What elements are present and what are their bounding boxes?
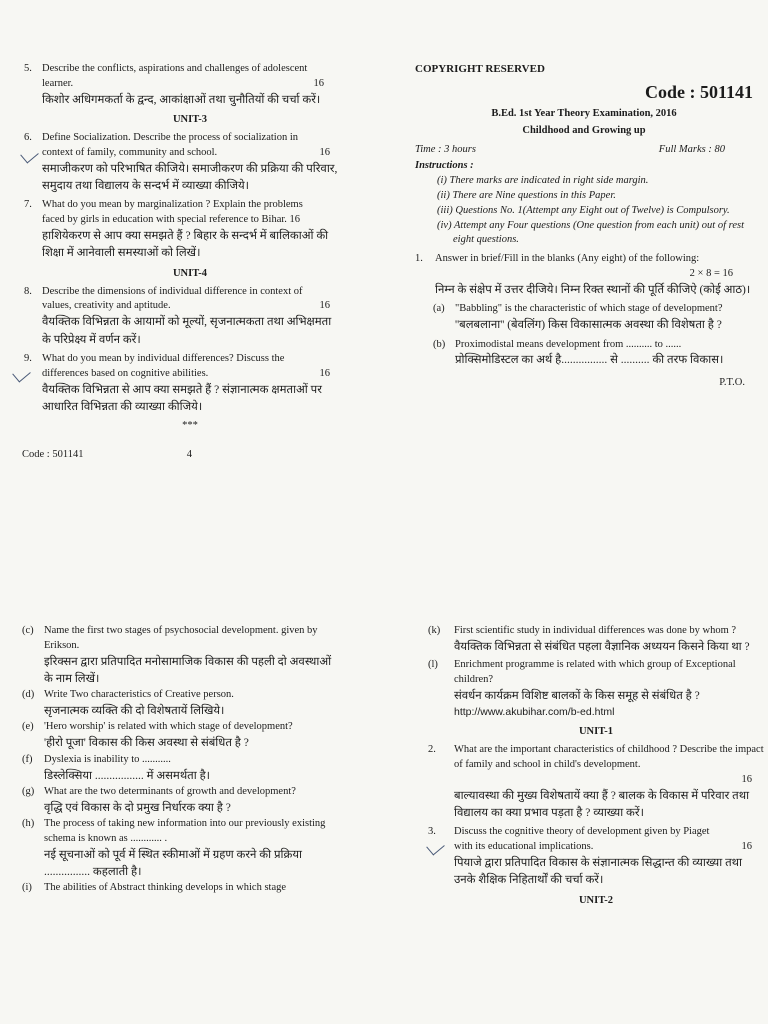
instructions-heading: Instructions : [415, 159, 474, 171]
page-top-left [22, 62, 338, 463]
full-marks: Full Marks : 80 [658, 143, 725, 155]
tick-mark-icon [12, 364, 31, 382]
paper-code: Code : 501141 [645, 81, 753, 102]
question-text-hi: बाल्यावस्था की मुख्य विशेषतायें क्या हैं ? बालक के विकास में परिवार तथा विद्यालय का क्या प्रभाव पड़ता है ? व्याख्या करें। [454, 789, 750, 819]
question-text-en: What are the important characteristics of childhood ? Describe the impact of family and school in child's development. [454, 744, 764, 770]
question-3 [428, 825, 764, 889]
sub-question-text-hi: प्रोक्सिमोडिस्टल का अर्थ है................ से .......... की तरफ विकास। [455, 354, 724, 367]
question-text-hi: वैयक्तिक विभिन्नता के आयामों को मूल्यों, सृजनात्मकता तथा अभिक्षमता के परिप्रेक्ष्य में वर्णन करें। [42, 316, 332, 346]
marks: 2 × 8 = 16 [689, 268, 733, 280]
instruction-item: (i) There marks are indicated in right side margin. [437, 174, 649, 186]
sub-question-text-en: Write Two characteristics of Creative person. [44, 689, 234, 701]
time-marks-row [415, 143, 753, 158]
question-text-hi: निम्न के संक्षेप में उत्तर दीजिये। निम्न रिक्त स्थानों की पूर्ति कीजिऐ (कोई आठ)। [435, 284, 751, 297]
question-text-hi: पियाजे द्वारा प्रतिपादित विकास के संज्ञानात्मक सिद्धान्त की व्याख्या तथा उनके शैक्षिक निहितार्थों की चर्चा करें। [454, 857, 742, 887]
sub-question-text-en: 'Hero worship' is related with which stage of development? [44, 721, 293, 733]
sub-question-text-hi: इरिक्सन द्वारा प्रतिपादित मनोसामाजिक विकास की पहली दो अवस्थाओं के नाम लिखें। [44, 655, 332, 686]
question-number: 7. [24, 199, 32, 211]
sub-question-text-en: Enrichment programme is related with which group of Exceptional children? [454, 659, 736, 686]
sub-question-text-hi: नई सूचनाओं को पूर्व में स्थित स्कीमाओं में ग्रहण करने की प्रक्रिया ................ कहलाती है। [44, 848, 302, 878]
marks: 16 [319, 146, 330, 158]
sub-question-text-hi: ''बलबलाना'' (बेवलिंग) किस विकासात्मक अवस्था की विशेषता है ? [455, 319, 722, 332]
page-bottom-right [428, 624, 764, 911]
sub-question-g [22, 785, 340, 817]
sub-question-label: (e) [22, 721, 34, 733]
sub-question-label: (h) [22, 817, 35, 829]
sub-question-text-hi: संवर्धन कार्यक्रम विशिष्ट बालकों के किस समूह से संबंधित है ? [454, 689, 700, 702]
unit-heading: UNIT-3 [172, 114, 208, 126]
sub-question-h [22, 817, 340, 881]
sub-question-text-hi: सृजनात्मक व्यक्ति की दो विशेषतायें लिखिये। [44, 705, 225, 718]
sub-question-label: (i) [22, 882, 32, 894]
question-2 [428, 743, 764, 822]
question-number: 3. [428, 826, 436, 838]
question-text-en: Describe the conflicts, aspirations and challenges of adolescent [42, 63, 308, 74]
sub-question-label: (k) [428, 625, 441, 636]
question-text-hi: हाशियेकरण से आप क्या समझते हैं ? बिहार के सन्दर्भ में बालिकाओं की शिक्षा में आनेवाली समस्याओं को लिखें। [42, 230, 329, 260]
website-url[interactable]: http://www.akubihar.com/b-ed.html [454, 706, 615, 719]
end-stars: *** [182, 420, 198, 432]
question-text-hi: वैयक्तिक विभिन्नता से आप क्या समझते हैं ? संज्ञानात्मक क्षमताओं पर आधारित विभिन्नता की व्याख्या कीजिये। [42, 383, 322, 413]
sub-question-text-en: The process of taking new information into our previously existing schema is known as ............ . [44, 817, 326, 844]
sub-question-text-hi: 'हीरो पूजा' विकास की किस अवस्था से संबंधित है ? [44, 737, 249, 750]
sub-question-label: (l) [428, 659, 438, 671]
question-1 [415, 252, 753, 299]
page-footer [22, 448, 192, 463]
question-number: 5. [24, 63, 32, 74]
question-text-en: Describe the dimensions of individual difference in context of [42, 285, 303, 297]
sub-question-text-en: "Babbling" is the characteristic of which stage of development? [455, 303, 723, 315]
question-text-en-cont: with its educational implications. [454, 841, 594, 853]
marks: 16 [741, 841, 752, 853]
marks: 16 [319, 367, 330, 379]
question-6 [24, 131, 338, 195]
sub-question-d [22, 688, 340, 720]
sub-question-label: (a) [433, 303, 445, 315]
sub-question-label: (d) [22, 689, 35, 701]
unit-heading: UNIT-1 [578, 726, 614, 738]
sub-question-text-hi: डिस्लेक्सिया ................. में असमर्थता है। [44, 769, 211, 782]
question-text-en: Define Socialization. Describe the process of socialization in [42, 131, 298, 143]
question-text-en: What do you mean by individual differences? Discuss the [42, 352, 285, 364]
question-text-en: Discuss the cognitive theory of development given by Piaget [454, 826, 710, 838]
tick-mark-icon [426, 838, 445, 856]
sub-question-text-en: Proximodistal means development from .......... to ...... [455, 338, 682, 350]
time-allowed: Time : 3 hours [415, 143, 476, 155]
instruction-item: (iv) Attempt any Four questions (One question from each unit) out of rest eight questions. [437, 219, 744, 246]
question-7 [24, 198, 338, 262]
sub-question-text-hi: वृद्धि एवं विकास के दो प्रमुख निर्धारक क्या है ? [44, 801, 231, 814]
footer-code: Code : 501141 [22, 449, 84, 461]
question-number: 6. [24, 131, 32, 143]
sub-question-text-en: Dyslexia is inability to ........... [44, 753, 171, 765]
sub-question-text-en: The abilities of Abstract thinking develops in which stage [44, 882, 287, 894]
question-number: 8. [24, 285, 32, 297]
marks: 16 [319, 300, 330, 312]
page-top-right [415, 62, 753, 391]
question-number: 2. [428, 744, 436, 756]
sub-question-e [22, 720, 340, 752]
instruction-item: (ii) There are Nine questions in this Paper. [437, 189, 616, 201]
marks: 16 [313, 77, 324, 89]
sub-question-label: (b) [433, 338, 446, 350]
question-text-en: What do you mean by marginalization ? Explain the problems [42, 199, 303, 211]
exam-title: B.Ed. 1st Year Theory Examination, 2016 [491, 108, 677, 120]
question-text-en-cont: context of family, community and school. [42, 146, 218, 158]
page-bottom-left [22, 624, 340, 896]
page-number: 4 [186, 449, 192, 461]
sub-question-l [428, 658, 764, 721]
sub-question-label: (f) [22, 753, 33, 765]
instruction-item: (iii) Questions No. 1(Attempt any Eight out of Twelve) is Compulsory. [437, 204, 730, 216]
question-number: 1. [415, 253, 423, 265]
sub-question-c [22, 624, 340, 688]
question-text-en: Answer in brief/Fill in the blanks (Any eight) of the following: [435, 253, 700, 265]
question-number: 9. [24, 352, 32, 364]
please-turn-over: P.T.O. [719, 376, 745, 388]
unit-heading: UNIT-2 [578, 894, 614, 906]
sub-question-text-en: First scientific study in individual differences was done by whom ? [454, 625, 737, 636]
question-text-en-cont: differences based on cognitive abilities. [42, 367, 209, 379]
tick-mark-icon [20, 145, 39, 163]
sub-question-a [433, 302, 753, 334]
question-9 [24, 352, 338, 416]
copyright-notice: COPYRIGHT RESERVED [415, 63, 545, 75]
sub-question-f [22, 753, 340, 785]
marks: 16 [741, 773, 752, 785]
question-text-en-cont: faced by girls in education with special reference to Bihar. 16 [42, 214, 301, 226]
sub-question-i [22, 881, 340, 896]
sub-question-k [428, 624, 764, 656]
question-text-en-cont: values, creativity and aptitude. [42, 300, 171, 312]
question-8 [24, 285, 338, 349]
sub-question-text-en: Name the first two stages of psychosocial development. given by Erikson. [44, 625, 318, 651]
sub-question-text-hi: वैयक्तिक विभिन्नता से संबंधित पहला वैज्ञानिक अध्ययन किसने किया था ? [454, 640, 750, 653]
question-text-hi: किशोर अधिगमकर्ता के द्वन्द, आकांक्षाओं तथा चुनौतियों की चर्चा करें। [42, 93, 321, 106]
subject-title: Childhood and Growing up [522, 125, 646, 137]
sub-question-label: (g) [22, 785, 35, 797]
question-text-hi: समाजीकरण को परिभाषित कीजिये। समाजीकरण की प्रक्रिया की परिवार, समुदाय तथा विद्यालय के सन्दर्भ में व्याख्या कीजिये। [42, 162, 338, 193]
question-5 [24, 62, 338, 109]
sub-question-b [433, 338, 753, 370]
sub-question-label: (c) [22, 625, 34, 636]
sub-question-text-en: What are the two determinants of growth and development? [44, 785, 296, 797]
unit-heading: UNIT-4 [172, 267, 208, 279]
question-text-en-cont: learner. [42, 77, 74, 89]
